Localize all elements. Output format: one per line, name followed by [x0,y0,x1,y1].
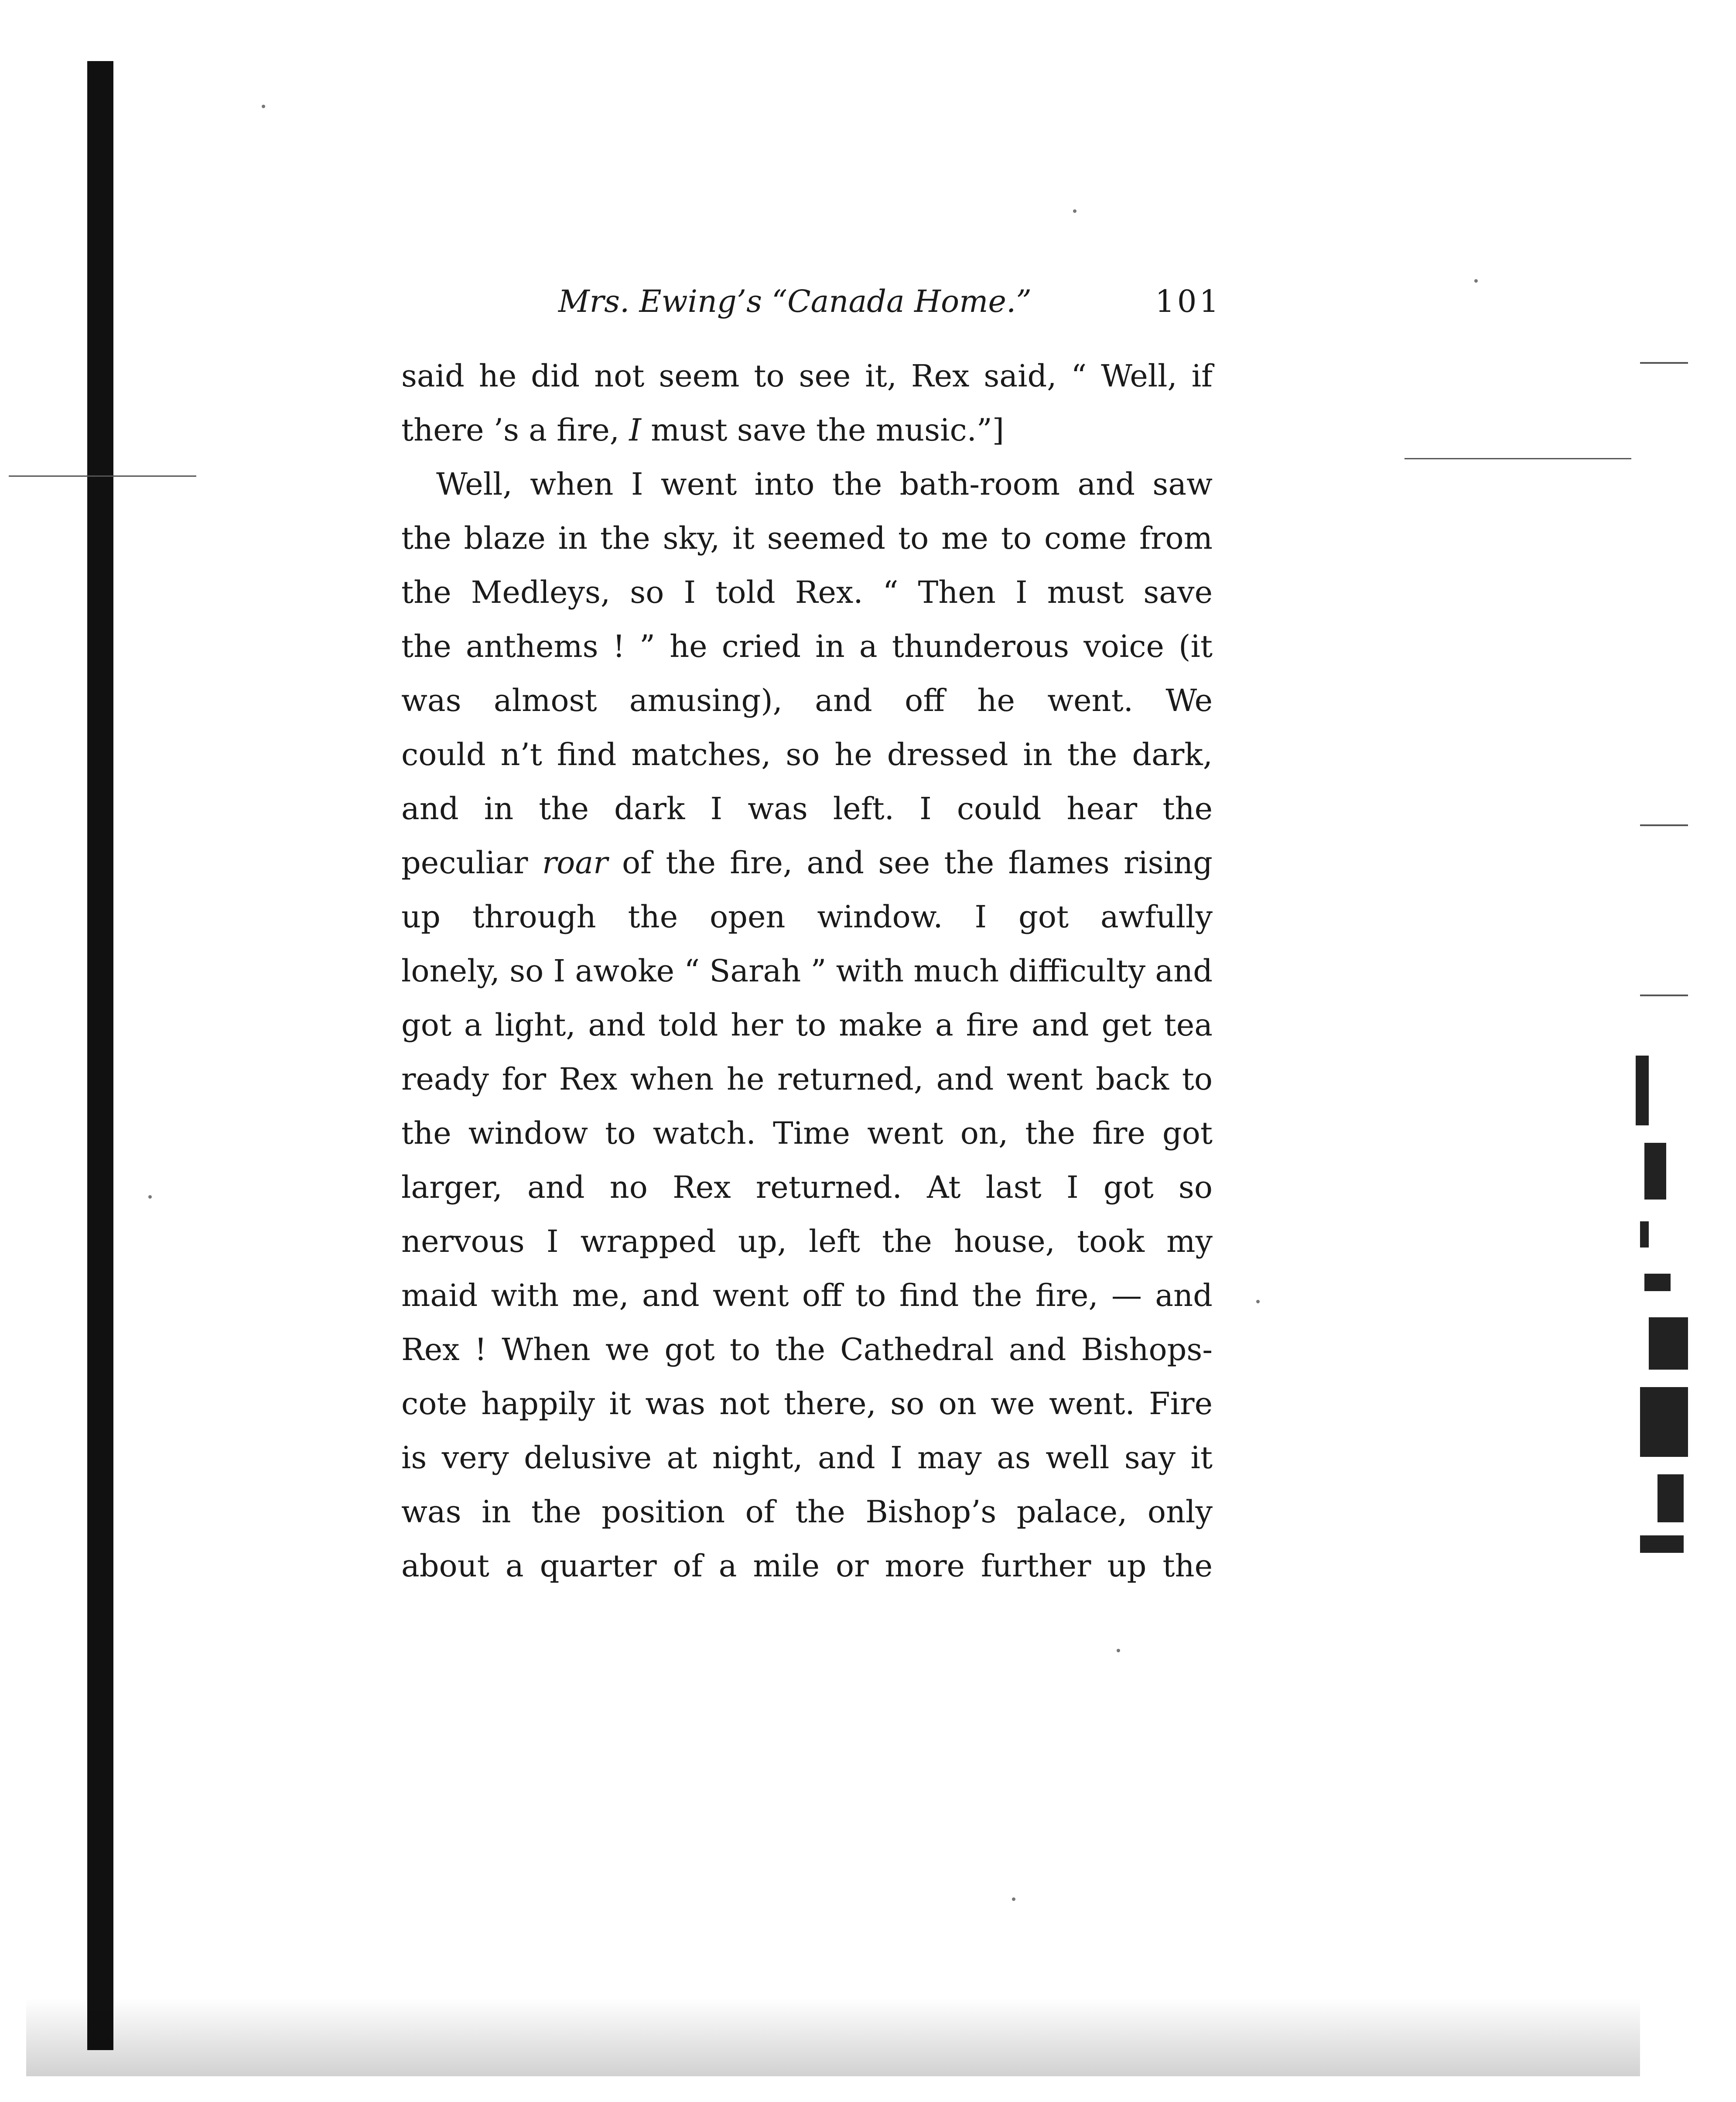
running-title: Mrs. Ewing’s “Canada Home.” [558,284,1032,319]
text-run: was almost amusing), and off he went. We [401,683,1213,718]
body-text [401,349,1213,1593]
paper-speck [1117,1649,1120,1652]
text-line [401,944,1213,998]
text-line [401,1214,1213,1268]
text-run: nervous I wrapped up, left the house, took my [401,1224,1213,1259]
text-line [401,619,1213,673]
text-line [401,1106,1213,1160]
text-run: Well, when I went into the bath-room and saw [436,466,1213,502]
text-line [401,673,1213,728]
text-run: was in the position of the Bishop’s palace, only [401,1494,1213,1530]
text-run: must save the music.”] [641,412,1005,448]
text-run: said he did not seem to see it, Rex said, “ Well, if [401,358,1213,394]
text-line [401,349,1213,403]
page-number: 101 [1155,284,1221,319]
paper-speck [1073,209,1076,213]
italic-text: roar [542,845,608,881]
text-line [401,998,1213,1052]
binding-edge-shadow [87,61,113,2050]
margin-rule [1640,362,1688,364]
text-run: ready for Rex when he returned, and went back to [401,1061,1213,1097]
text-run: about a quarter of a mile or more further up the [401,1548,1213,1584]
text-run: maid with me, and went off to find the fire, — and [401,1278,1213,1313]
text-run: lonely, so I awoke “ Sarah ” with much difficulty and [401,953,1213,989]
text-line [401,836,1213,890]
text-run: the blaze in the sky, it seemed to me to come from [401,520,1213,556]
text-line [401,1323,1213,1377]
text-line [401,565,1213,619]
margin-rule [1640,824,1688,826]
text-run: is very delusive at night, and I may as well say it [401,1440,1213,1476]
text-run: Rex ! When we got to the Cathedral and Bishops- [401,1332,1213,1367]
text-line [401,1160,1213,1214]
margin-rule [9,475,196,477]
text-run: the window to watch. Time went on, the fire got [401,1115,1213,1151]
text-run: of the fire, and see the flames rising [608,845,1213,881]
paper-speck [1474,279,1478,283]
text-run: there ’s a fire, [401,412,629,448]
bottom-edge-shadow [26,1998,1640,2076]
text-run: the anthems ! ” he cried in a thunderous voice (it [401,629,1213,664]
text-line [401,1431,1213,1485]
italic-text: I [629,412,641,448]
text-line [401,1052,1213,1106]
text-line [401,511,1213,565]
margin-rule [1405,458,1631,459]
paper-speck [1256,1300,1260,1303]
paper-speck [148,1195,152,1199]
text-run: up through the open window. I got awfully [401,899,1213,935]
text-run: cote happily it was not there, so on we went. Fire [401,1386,1213,1422]
text-line [401,403,1213,457]
text-run: larger, and no Rex returned. At last I got so [401,1169,1213,1205]
text-line [401,782,1213,836]
text-run: got a light, and told her to make a fire and get tea [401,1007,1213,1043]
text-line [401,890,1213,944]
text-run: the Medleys, so I told Rex. “ Then I must save [401,574,1213,610]
edge-bleed-marks [1631,960,1692,1614]
text-line [401,1485,1213,1539]
text-run: peculiar [401,845,542,881]
text-line [401,1377,1213,1431]
paper-speck [262,105,265,108]
text-run: could n’t find matches, so he dressed in the dark, [401,737,1213,772]
text-line [401,728,1213,782]
text-line [401,1268,1213,1323]
text-line [401,1539,1213,1593]
page-header [523,284,1221,332]
text-line [401,457,1213,511]
text-run: and in the dark I was left. I could hear the [401,791,1213,827]
paper-speck [1012,1897,1015,1901]
